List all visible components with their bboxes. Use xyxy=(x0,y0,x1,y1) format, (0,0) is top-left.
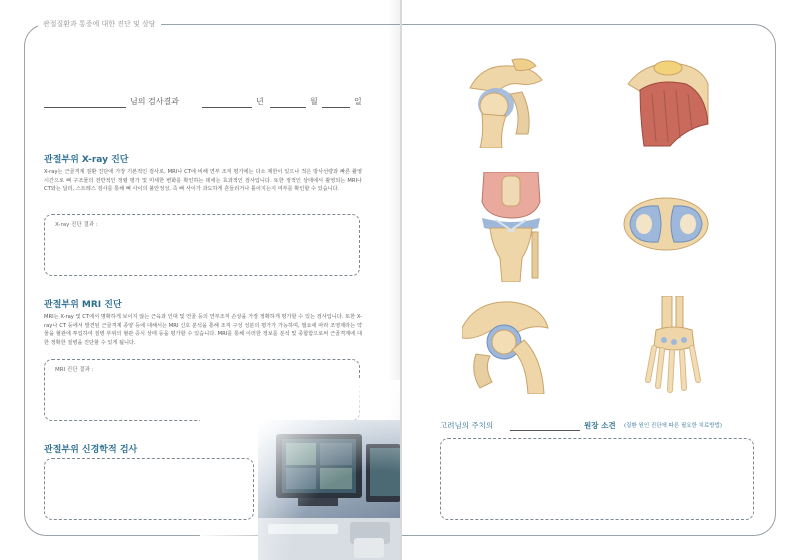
exam-result-line xyxy=(44,94,364,110)
month-blank[interactable] xyxy=(270,107,306,108)
day-blank[interactable] xyxy=(322,107,350,108)
xray-result-box[interactable] xyxy=(44,214,360,276)
year-blank[interactable] xyxy=(202,107,252,108)
mri-result-label: MRI 진단 결과 : xyxy=(55,367,94,373)
xray-result-label: X-ray 진단 결과 : xyxy=(55,222,98,228)
running-head: 관절질환과 통증에 대한 진단 및 상담 xyxy=(38,17,161,31)
doctor-label: 고려님의 주치의 xyxy=(440,421,494,430)
knee-meniscus-icon xyxy=(622,196,710,252)
hip-joint-icon xyxy=(462,298,552,394)
xray-section-title: 관절부위 X-ray 진단 xyxy=(44,155,129,165)
mri-section-text: MRI는 X-ray 및 CT에서 명확하게 보이지 않는 근육과 인대 및 연골 등의 연부조직 손상을 가장 정확하게 평가할 수 있는 검사입니다. 또한 X-ray나 CT 등에서 발견된 근골격계 종양 등에 대해서는 MRI 신호 분석을 통해 조직 구성 성분의 평가가 가능하며, 필요에 따라 조영제라는 약물을 혈관에 투입하여 질병 부위의 혈관 증식 상태 등을 평가할 수 있습니다. MRI를 통해 이러한 정보를 분석 및 종합함으로써 근골격계에 대한 정확한 질병을 진단할 수 있게 됩니다. xyxy=(44,314,362,346)
mri-section-title: 관절부위 MRI 진단 xyxy=(44,300,122,310)
exam-result-label: 님의 검사결과 xyxy=(130,97,179,106)
year-label: 년 xyxy=(256,97,264,106)
doctor-opinion-box[interactable] xyxy=(440,438,754,520)
opinion-label: 원장 소견 xyxy=(584,421,616,430)
knee-joint-icon xyxy=(474,172,548,282)
xray-section-text: X-ray는 근골격계 질환 진단에 가장 기본적인 검사로, MRI나 CT에 비해 연부 조직 평가에는 다소 제한이 있으나 적은 방사선량과 빠른 촬영 시간으로 뼈 구조물의 전반적인 정렬 평가 및 미세한 변화를 확인하는 데에는 효과적인 검사입니다. 또한 정적인 상태에서 촬영되는 MRI나 CT와는 달리, 스트레스 검사를 통해 뼈 사이의 불안정성, 즉 뼈 사이가 과도하게 흔들리거나 틀어지는지 여부를 확인할 수 있습니다. xyxy=(44,169,362,193)
day-label: 일 xyxy=(354,97,362,106)
month-label: 월 xyxy=(310,97,318,106)
doctor-name-blank[interactable] xyxy=(510,430,580,431)
neuro-result-box[interactable] xyxy=(44,458,254,520)
patient-name-blank[interactable] xyxy=(44,107,126,108)
opinion-note: (질환 원인 진단에 따른 필요한 치료방법) xyxy=(624,423,723,429)
shoulder-muscle-icon xyxy=(622,54,712,148)
foot-bones-icon xyxy=(640,296,712,396)
shoulder-joint-icon xyxy=(462,54,548,148)
neuro-section-title: 관절부위 신경학적 검사 xyxy=(44,445,138,455)
